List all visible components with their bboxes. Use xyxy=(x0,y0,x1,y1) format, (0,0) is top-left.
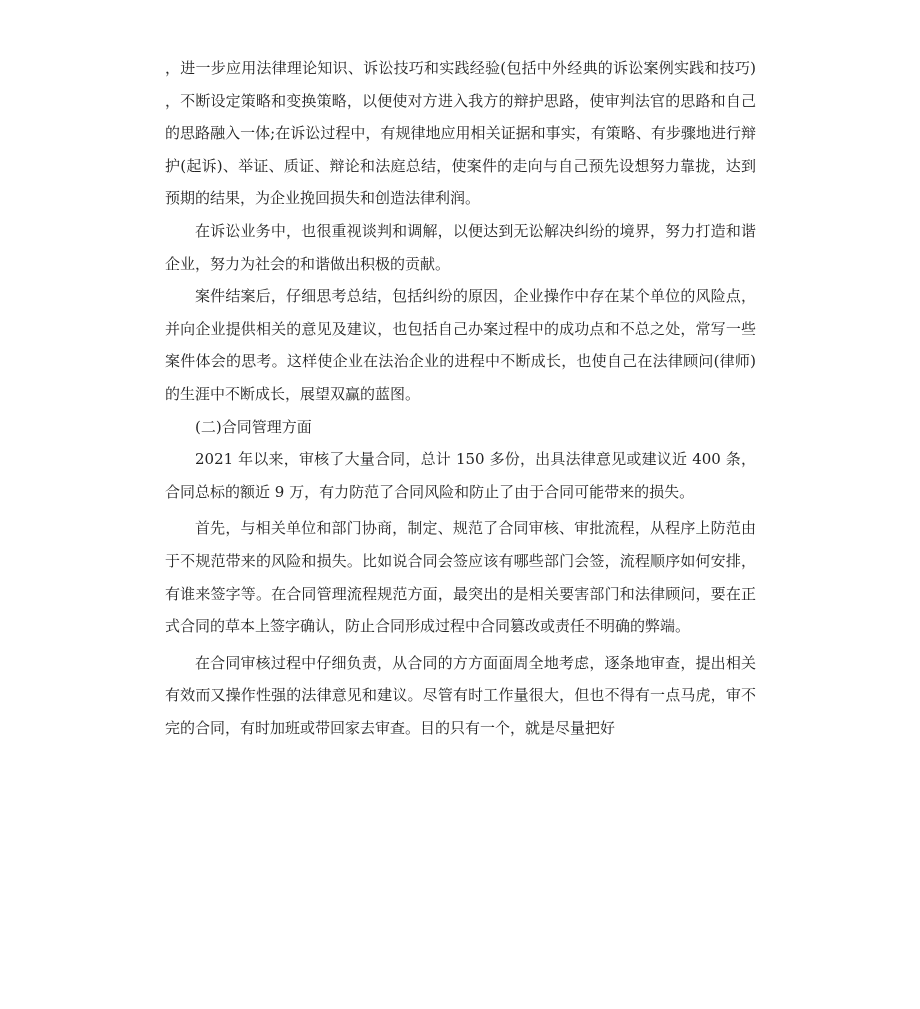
paragraph-negotiation-mediation: 在诉讼业务中，也很重视谈判和调解，以便达到无讼解决纠纷的境界，努力打造和谐企业，努力为社会的和谐做出积极的贡献。 xyxy=(165,221,756,273)
paragraph-case-summary: 案件结案后，仔细思考总结，包括纠纷的原因，企业操作中存在某个单位的风险点，并向企业提供相关的意见及建议，也包括自己办案过程中的成功点和不总之处，常写一些案件体会的思考。这样使企业在法治企业的进程中不断成长，也使自己在法律顾问(律师)的生涯中不断成长，展望双赢的蓝图。 xyxy=(165,287,756,403)
paragraph-contract-review-stats: 2021 年以来，审核了大量合同，总计 150 多份，出具法律意见或建议近 400 条，合同总标的额近 9 万，有力防范了合同风险和防止了由于合同可能带来的损失。 xyxy=(165,450,756,501)
paragraph-contract-process: 首先，与相关单位和部门协商，制定、规范了合同审核、审批流程，从程序上防范由于不规范带来的风险和损失。比如说合同会签应该有哪些部门会签，流程顺序如何安排，有谁来签字等。在合同管理流程规范方面，最突出的是相关要害部门和法律顾问，要在正式合同的草本上签字确认，防止合同形成过程中合同篡改或责任不明确的弊端。 xyxy=(165,519,756,636)
section-heading-contract-management: (二)合同管理方面 xyxy=(195,417,312,436)
paragraph-litigation-strategy: ，进一步应用法律理论知识、诉讼技巧和实践经验(包括中外经典的诉讼案例实践和技巧)，不断设定策略和变换策略，以便使对方进入我方的辩护思路，使审判法官的思路和自己的思路融入一体;在诉讼过程中，有规律地应用相关证据和事实，有策略、有步骤地进行辩护(起诉)、举证、质证、辩论和法庭总结，使案件的走向与自己预先设想努力靠拢，达到预期的结果，为企业挽回损失和创造法律利润。 xyxy=(165,59,756,208)
document-body xyxy=(165,52,756,744)
paragraph-contract-diligence: 在合同审核过程中仔细负责，从合同的方方面面周全地考虑，逐条地审查，提出相关有效而又操作性强的法律意见和建议。尽管有时工作量很大，但也不得有一点马虎，审不完的合同，有时加班或带回家去审查。目的只有一个，就是尽量把好 xyxy=(165,653,756,737)
